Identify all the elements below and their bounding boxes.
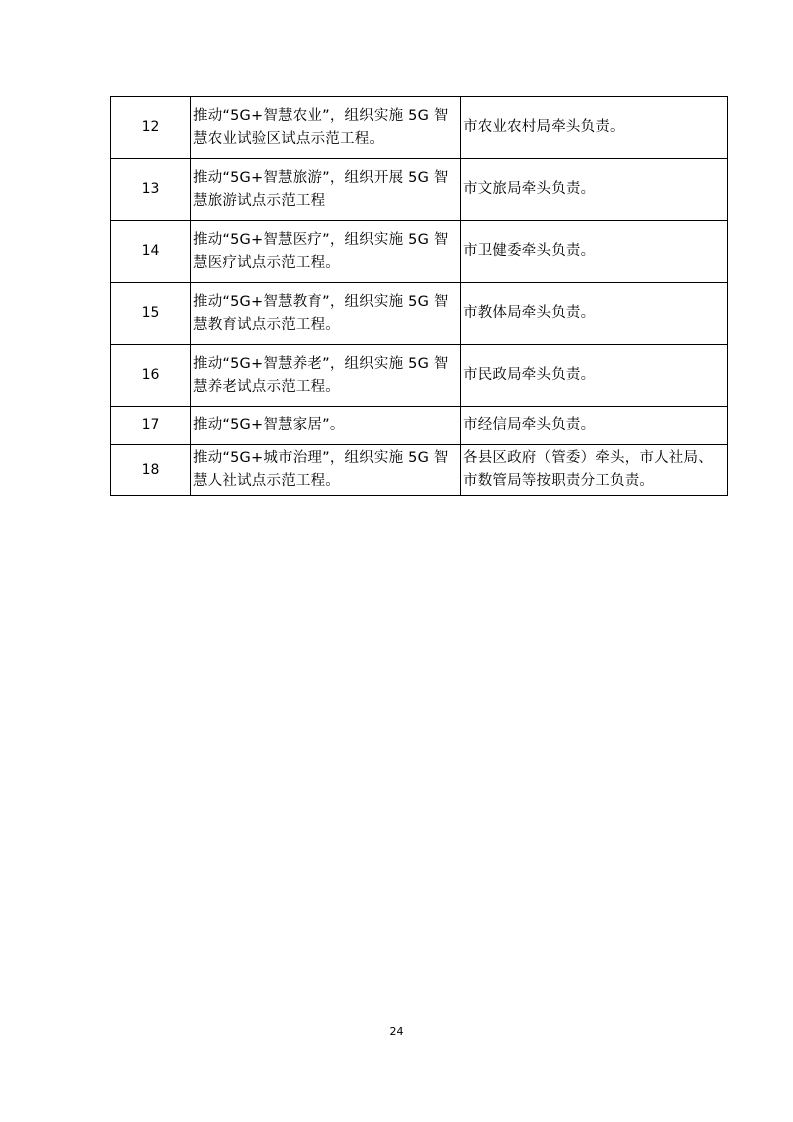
responsible-unit: 市民政局牵头负责。 [461,345,728,407]
responsible-unit: 市卫健委牵头负责。 [461,221,728,283]
page-number: 24 [389,1025,404,1038]
responsible-unit: 市经信局牵头负责。 [461,407,728,445]
table-row [111,283,728,345]
row-number: 14 [111,221,191,283]
row-number: 18 [111,445,191,496]
row-number: 15 [111,283,191,345]
task-description: 推动“5G+智慧医疗”，组织实施 5G 智慧医疗试点示范工程。 [191,221,461,283]
task-description: 推动“5G+智慧农业”，组织实施 5G 智慧农业试验区试点示范工程。 [191,97,461,159]
task-description: 推动“5G+智慧旅游”，组织开展 5G 智慧旅游试点示范工程 [191,159,461,221]
table-row [111,345,728,407]
table-row [111,159,728,221]
row-number: 16 [111,345,191,407]
responsible-unit: 市文旅局牵头负责。 [461,159,728,221]
table-row [111,221,728,283]
task-description: 推动“5G+智慧家居”。 [191,407,461,445]
responsible-unit: 市教体局牵头负责。 [461,283,728,345]
task-table [110,96,728,496]
table-row [111,445,728,496]
row-number: 13 [111,159,191,221]
task-description: 推动“5G+城市治理”，组织实施 5G 智慧人社试点示范工程。 [191,445,461,496]
row-number: 17 [111,407,191,445]
table-row [111,407,728,445]
task-description: 推动“5G+智慧教育”，组织实施 5G 智慧教育试点示范工程。 [191,283,461,345]
row-number: 12 [111,97,191,159]
responsible-unit: 市农业农村局牵头负责。 [461,97,728,159]
responsible-unit: 各县区政府（管委）牵头，市人社局、市数管局等按职责分工负责。 [461,445,728,496]
table-row [111,97,728,159]
task-description: 推动“5G+智慧养老”，组织实施 5G 智慧养老试点示范工程。 [191,345,461,407]
